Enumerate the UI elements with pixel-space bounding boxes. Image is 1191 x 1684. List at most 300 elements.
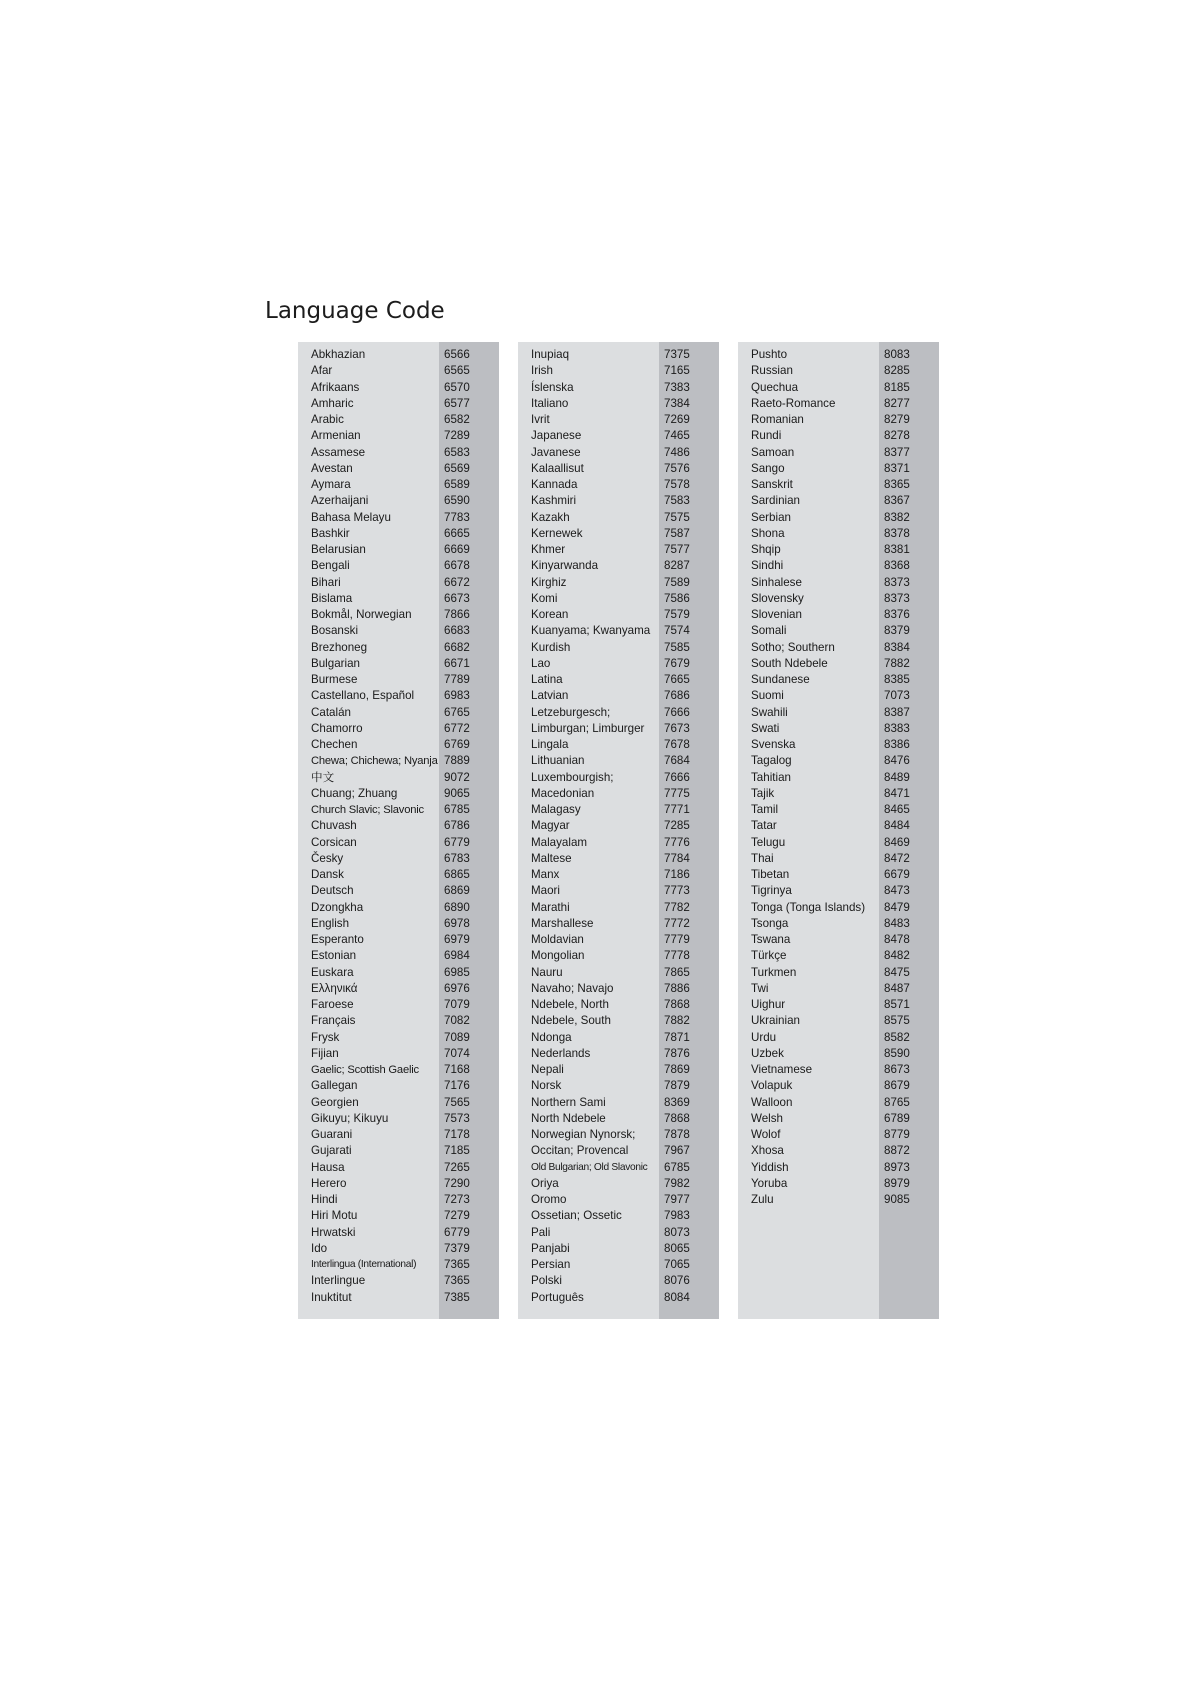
list-item bbox=[518, 705, 719, 721]
language-code: 7168 bbox=[444, 1063, 470, 1076]
list-item bbox=[298, 1127, 499, 1143]
list-item bbox=[738, 916, 939, 932]
language-code: 6984 bbox=[444, 949, 470, 963]
list-item bbox=[298, 802, 499, 818]
language-code: 8384 bbox=[884, 640, 910, 654]
list-item bbox=[518, 818, 719, 834]
list-item bbox=[738, 770, 939, 786]
language-code: 7579 bbox=[664, 608, 690, 621]
list-item bbox=[298, 1111, 499, 1127]
language-name: Bashkir bbox=[311, 526, 350, 540]
language-code: 7285 bbox=[664, 819, 690, 833]
language-code: 7565 bbox=[444, 1095, 470, 1109]
language-code: 6865 bbox=[444, 868, 470, 881]
language-name: Urdu bbox=[751, 1030, 777, 1044]
list-item bbox=[518, 656, 719, 672]
language-code: 8484 bbox=[884, 819, 910, 833]
list-item bbox=[518, 510, 719, 526]
language-name: Slovenian bbox=[751, 608, 802, 621]
list-item bbox=[518, 445, 719, 461]
language-name: Ελληνικά bbox=[311, 981, 358, 995]
language-name: Japanese bbox=[531, 429, 582, 443]
language-code: 8377 bbox=[884, 445, 910, 459]
list-item bbox=[738, 445, 939, 461]
language-code: 8376 bbox=[884, 608, 910, 621]
language-code: 7886 bbox=[664, 981, 690, 995]
language-code: 8479 bbox=[884, 900, 910, 914]
list-item bbox=[738, 948, 939, 964]
list-item bbox=[738, 867, 939, 883]
list-item bbox=[518, 981, 719, 997]
language-code: 8475 bbox=[884, 965, 910, 979]
language-name: Sotho; Southern bbox=[751, 640, 835, 654]
language-name: Chuang; Zhuang bbox=[311, 786, 398, 800]
language-name: Dzongkha bbox=[311, 900, 364, 914]
language-code: 6577 bbox=[444, 396, 470, 410]
list-item bbox=[518, 428, 719, 444]
language-code: 7385 bbox=[444, 1290, 470, 1304]
list-item bbox=[738, 493, 939, 509]
language-code: 6566 bbox=[444, 348, 470, 361]
language-name: Sindhi bbox=[751, 559, 784, 573]
list-item bbox=[298, 1030, 499, 1046]
language-name: Sango bbox=[751, 461, 785, 475]
language-name: Thai bbox=[751, 851, 774, 865]
language-code: 9085 bbox=[884, 1193, 910, 1206]
list-item bbox=[298, 1225, 499, 1241]
list-item bbox=[738, 932, 939, 948]
language-name: Rundi bbox=[751, 429, 782, 443]
language-code: 6665 bbox=[444, 526, 470, 540]
language-name: Kinyarwanda bbox=[531, 559, 599, 573]
list-item bbox=[298, 1273, 499, 1289]
language-name: Ivrit bbox=[531, 413, 550, 426]
list-item bbox=[298, 1095, 499, 1111]
language-name: Panjabi bbox=[531, 1241, 570, 1255]
language-code: 6869 bbox=[444, 884, 470, 898]
language-name: Ndebele, North bbox=[531, 998, 609, 1011]
list-item bbox=[738, 623, 939, 639]
language-name: Chechen bbox=[311, 738, 358, 751]
list-item bbox=[518, 1160, 719, 1176]
language-code: 7977 bbox=[664, 1193, 690, 1206]
list-item bbox=[298, 623, 499, 639]
language-name: Inupiaq bbox=[531, 348, 570, 361]
language-code: 8979 bbox=[884, 1176, 910, 1190]
language-code: 6783 bbox=[444, 851, 470, 865]
language-name: Burmese bbox=[311, 673, 358, 686]
list-item bbox=[518, 1078, 719, 1094]
language-name: Arabic bbox=[311, 413, 344, 426]
list-item bbox=[738, 1095, 939, 1111]
language-name: English bbox=[311, 916, 350, 930]
list-item bbox=[518, 997, 719, 1013]
language-name: Limburgan; Limburger bbox=[531, 721, 645, 735]
list-item bbox=[738, 510, 939, 526]
language-name: Romanian bbox=[751, 413, 804, 426]
language-column-2 bbox=[518, 342, 719, 1319]
language-name: Hausa bbox=[311, 1160, 345, 1174]
language-name: Ndonga bbox=[531, 1030, 572, 1044]
list-item bbox=[298, 981, 499, 997]
list-item bbox=[298, 818, 499, 834]
language-name: Norwegian Nynorsk; bbox=[531, 1128, 636, 1141]
language-name: Gikuyu; Kikuyu bbox=[311, 1111, 389, 1125]
language-name: Suomi bbox=[751, 689, 784, 703]
language-name: Bulgarian bbox=[311, 656, 360, 670]
language-name: Bislama bbox=[311, 591, 353, 605]
language-code: 6671 bbox=[444, 656, 470, 670]
language-code: 8367 bbox=[884, 494, 910, 508]
language-name: Afrikaans bbox=[311, 380, 360, 394]
language-code: 8487 bbox=[884, 981, 910, 995]
list-item bbox=[738, 1062, 939, 1078]
language-code: 6672 bbox=[444, 575, 470, 589]
language-name: Bosanski bbox=[311, 624, 359, 638]
language-name: Nauru bbox=[531, 965, 563, 979]
list-item bbox=[738, 1078, 939, 1094]
language-code: 8383 bbox=[884, 721, 910, 735]
language-code: 6769 bbox=[444, 738, 470, 751]
list-item bbox=[298, 640, 499, 656]
list-item bbox=[298, 477, 499, 493]
list-item bbox=[518, 770, 719, 786]
list-item bbox=[738, 412, 939, 428]
language-name: Sundanese bbox=[751, 673, 810, 686]
language-code: 7666 bbox=[664, 770, 690, 784]
language-name: Slovensky bbox=[751, 591, 804, 605]
language-code: 8779 bbox=[884, 1128, 910, 1141]
language-code: 6979 bbox=[444, 933, 470, 946]
language-code: 6683 bbox=[444, 624, 470, 638]
list-item bbox=[298, 347, 499, 363]
language-name: Oriya bbox=[531, 1176, 559, 1190]
list-item bbox=[738, 721, 939, 737]
language-code: 7782 bbox=[664, 900, 690, 914]
language-code: 8489 bbox=[884, 770, 910, 784]
language-name: Vietnamese bbox=[751, 1063, 813, 1076]
language-name: Irish bbox=[531, 364, 553, 378]
language-name: Bihari bbox=[311, 575, 341, 589]
language-name: Marathi bbox=[531, 900, 570, 914]
language-code: 7290 bbox=[444, 1176, 470, 1190]
language-code: 8371 bbox=[884, 461, 910, 475]
list-item bbox=[518, 461, 719, 477]
language-code: 8471 bbox=[884, 786, 910, 800]
language-name: Chuvash bbox=[311, 819, 357, 833]
language-name: Welsh bbox=[751, 1111, 784, 1125]
language-name: Armenian bbox=[311, 429, 361, 443]
language-name: Chewa; Chichewa; Nyanja bbox=[311, 755, 438, 768]
language-code: 8472 bbox=[884, 851, 910, 865]
language-name: Kazakh bbox=[531, 510, 570, 524]
language-name: Raeto-Romance bbox=[751, 396, 836, 410]
list-item bbox=[298, 510, 499, 526]
page-title: Language Code bbox=[265, 298, 445, 324]
language-code: 7265 bbox=[444, 1160, 470, 1174]
language-code: 6682 bbox=[444, 640, 470, 654]
list-item bbox=[518, 493, 719, 509]
language-code: 7679 bbox=[664, 656, 690, 670]
language-name: Maori bbox=[531, 884, 560, 898]
list-item bbox=[518, 1143, 719, 1159]
list-item bbox=[738, 705, 939, 721]
language-name: Hiri Motu bbox=[311, 1209, 358, 1223]
language-name: Kalaallisut bbox=[531, 461, 584, 475]
list-item bbox=[738, 380, 939, 396]
list-item bbox=[298, 1160, 499, 1176]
language-name: Korean bbox=[531, 608, 569, 621]
language-code: 7879 bbox=[664, 1079, 690, 1093]
language-name: Nederlands bbox=[531, 1046, 591, 1060]
language-code: 7379 bbox=[444, 1241, 470, 1255]
list-item bbox=[518, 1046, 719, 1062]
language-code: 7666 bbox=[664, 705, 690, 719]
list-item bbox=[518, 948, 719, 964]
list-item bbox=[518, 965, 719, 981]
language-name: Quechua bbox=[751, 380, 799, 394]
list-item bbox=[738, 396, 939, 412]
list-item bbox=[738, 688, 939, 704]
language-code: 8073 bbox=[664, 1225, 690, 1239]
list-item bbox=[298, 753, 499, 769]
language-code: 7269 bbox=[664, 413, 690, 426]
language-column-1 bbox=[298, 342, 499, 1319]
language-name: Latina bbox=[531, 673, 563, 686]
language-name: Esperanto bbox=[311, 933, 364, 946]
language-name: Polski bbox=[531, 1274, 562, 1288]
language-code: 7779 bbox=[664, 933, 690, 946]
language-code: 8373 bbox=[884, 591, 910, 605]
list-item bbox=[738, 1046, 939, 1062]
language-code: 8386 bbox=[884, 738, 910, 751]
language-name: Tahitian bbox=[751, 770, 791, 784]
language-code: 8084 bbox=[664, 1290, 690, 1304]
list-item bbox=[518, 1062, 719, 1078]
language-name: Frysk bbox=[311, 1030, 340, 1044]
language-code: 7882 bbox=[884, 656, 910, 670]
language-code: 6983 bbox=[444, 689, 470, 703]
list-item bbox=[738, 1111, 939, 1127]
language-code: 8287 bbox=[664, 559, 690, 573]
language-code: 8065 bbox=[664, 1241, 690, 1255]
language-name: Georgien bbox=[311, 1095, 359, 1109]
language-name: Belarusian bbox=[311, 543, 366, 556]
language-name: Turkmen bbox=[751, 965, 797, 979]
language-code: 6890 bbox=[444, 900, 470, 914]
list-item bbox=[298, 461, 499, 477]
language-name: Ndebele, South bbox=[531, 1014, 611, 1028]
language-name: Telugu bbox=[751, 835, 786, 849]
language-name: Svenska bbox=[751, 738, 796, 751]
language-code: 7684 bbox=[664, 754, 690, 768]
list-item bbox=[738, 997, 939, 1013]
list-item bbox=[298, 1062, 499, 1078]
language-name: Kannada bbox=[531, 478, 578, 491]
language-code: 6772 bbox=[444, 721, 470, 735]
list-item bbox=[738, 526, 939, 542]
list-item bbox=[298, 591, 499, 607]
language-name: Faroese bbox=[311, 998, 354, 1011]
language-name: Uighur bbox=[751, 998, 786, 1011]
list-item bbox=[518, 1095, 719, 1111]
language-code: 7589 bbox=[664, 575, 690, 589]
language-column-3 bbox=[738, 342, 939, 1319]
language-code: 7784 bbox=[664, 851, 690, 865]
language-code: 7383 bbox=[664, 380, 690, 394]
language-name: Persian bbox=[531, 1258, 571, 1271]
language-name: Swahili bbox=[751, 705, 788, 719]
language-code: 7686 bbox=[664, 689, 690, 703]
language-code: 7665 bbox=[664, 673, 690, 686]
language-name: Tatar bbox=[751, 819, 777, 833]
language-code: 8368 bbox=[884, 559, 910, 573]
language-code: 8571 bbox=[884, 998, 910, 1011]
language-name: Guarani bbox=[311, 1128, 353, 1141]
list-item bbox=[518, 380, 719, 396]
list-item bbox=[518, 623, 719, 639]
language-name: Yiddish bbox=[751, 1160, 789, 1174]
language-code: 6779 bbox=[444, 1225, 470, 1239]
language-name: Português bbox=[531, 1290, 584, 1304]
language-code: 7866 bbox=[444, 608, 470, 621]
language-code: 8185 bbox=[884, 380, 910, 394]
list-item bbox=[518, 802, 719, 818]
language-name: Kirghiz bbox=[531, 575, 567, 589]
language-name: Norsk bbox=[531, 1079, 562, 1093]
language-code: 7773 bbox=[664, 884, 690, 898]
list-item bbox=[518, 363, 719, 379]
language-name: Oromo bbox=[531, 1193, 567, 1206]
language-name: Gaelic; Scottish Gaelic bbox=[311, 1064, 419, 1076]
language-name: Zulu bbox=[751, 1193, 774, 1206]
list-item bbox=[518, 916, 719, 932]
language-name: Tonga (Tonga Islands) bbox=[751, 900, 866, 914]
language-code: 7577 bbox=[664, 543, 690, 556]
language-code: 8478 bbox=[884, 933, 910, 946]
list-item bbox=[298, 688, 499, 704]
language-name: Xhosa bbox=[751, 1144, 784, 1158]
language-name: Türkçe bbox=[751, 949, 787, 963]
list-item bbox=[518, 1208, 719, 1224]
list-item bbox=[738, 818, 939, 834]
list-item bbox=[298, 1241, 499, 1257]
language-code: 7772 bbox=[664, 916, 690, 930]
language-code: 7868 bbox=[664, 1111, 690, 1125]
language-name: North Ndebele bbox=[531, 1111, 606, 1125]
list-item bbox=[298, 412, 499, 428]
language-name: Inuktitut bbox=[311, 1290, 352, 1304]
list-item bbox=[738, 558, 939, 574]
list-item bbox=[518, 721, 719, 737]
language-name: Interlingua (International) bbox=[311, 1259, 417, 1270]
language-code: 8679 bbox=[884, 1079, 910, 1093]
list-item bbox=[518, 1241, 719, 1257]
language-code: 7073 bbox=[884, 689, 910, 703]
language-name: Walloon bbox=[751, 1095, 793, 1109]
list-item bbox=[518, 737, 719, 753]
list-item bbox=[518, 688, 719, 704]
language-name: Deutsch bbox=[311, 884, 354, 898]
language-name: Ukrainian bbox=[751, 1014, 800, 1028]
list-item bbox=[298, 526, 499, 542]
list-item bbox=[738, 591, 939, 607]
language-name: Interlingue bbox=[311, 1274, 366, 1288]
language-code: 6985 bbox=[444, 965, 470, 979]
list-item bbox=[518, 851, 719, 867]
language-code: 7583 bbox=[664, 494, 690, 508]
list-item bbox=[298, 948, 499, 964]
list-item bbox=[738, 656, 939, 672]
list-item bbox=[518, 542, 719, 558]
language-name: Sardinian bbox=[751, 494, 800, 508]
list-item bbox=[738, 981, 939, 997]
language-name: Yoruba bbox=[751, 1176, 788, 1190]
language-name: Italiano bbox=[531, 396, 569, 410]
list-item bbox=[518, 591, 719, 607]
language-name: Dansk bbox=[311, 868, 344, 881]
language-code: 7165 bbox=[664, 364, 690, 378]
language-code: 7982 bbox=[664, 1176, 690, 1190]
language-name: Kuanyama; Kwanyama bbox=[531, 624, 651, 638]
language-name: Marshallese bbox=[531, 916, 594, 930]
list-item bbox=[518, 1176, 719, 1192]
list-item bbox=[738, 900, 939, 916]
language-code: 8673 bbox=[884, 1063, 910, 1076]
language-code: 7876 bbox=[664, 1046, 690, 1060]
language-name: Macedonian bbox=[531, 786, 595, 800]
language-name: Hrwatski bbox=[311, 1225, 356, 1239]
language-code: 7384 bbox=[664, 396, 690, 410]
list-item bbox=[518, 672, 719, 688]
list-item bbox=[298, 380, 499, 396]
language-name: Česky bbox=[311, 851, 344, 865]
language-code: 6589 bbox=[444, 478, 470, 491]
language-name: Fijian bbox=[311, 1046, 339, 1060]
language-name: Moldavian bbox=[531, 933, 584, 946]
list-item bbox=[518, 1273, 719, 1289]
language-code: 7486 bbox=[664, 445, 690, 459]
language-code: 7678 bbox=[664, 738, 690, 751]
language-name: Íslenska bbox=[531, 380, 574, 394]
language-name: Luxembourgish; bbox=[531, 770, 614, 784]
list-item bbox=[298, 428, 499, 444]
language-name: Somali bbox=[751, 624, 787, 638]
language-name: Tagalog bbox=[751, 754, 792, 768]
language-code: 7375 bbox=[664, 348, 690, 361]
language-name: Tsonga bbox=[751, 916, 789, 930]
list-item bbox=[298, 445, 499, 461]
language-name: Khmer bbox=[531, 543, 566, 556]
language-code: 8285 bbox=[884, 364, 910, 378]
language-name: Letzeburgesch; bbox=[531, 705, 611, 719]
list-item bbox=[298, 932, 499, 948]
language-name: Latvian bbox=[531, 689, 569, 703]
list-item bbox=[518, 1257, 719, 1273]
language-list bbox=[518, 347, 719, 1306]
language-code: 8369 bbox=[664, 1095, 690, 1109]
language-code: 7578 bbox=[664, 478, 690, 491]
language-name: Pali bbox=[531, 1225, 551, 1239]
language-code: 7465 bbox=[664, 429, 690, 443]
language-code: 7789 bbox=[444, 673, 470, 686]
language-code: 7074 bbox=[444, 1046, 470, 1060]
language-code: 7178 bbox=[444, 1128, 470, 1141]
list-item bbox=[298, 867, 499, 883]
language-name: Bokmål, Norwegian bbox=[311, 608, 412, 621]
language-code: 7079 bbox=[444, 998, 470, 1011]
list-item bbox=[518, 575, 719, 591]
